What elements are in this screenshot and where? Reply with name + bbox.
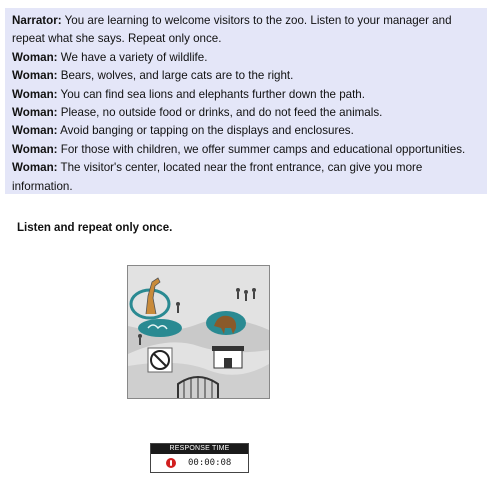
no-food-icon — [148, 348, 172, 372]
zoo-illustration — [127, 265, 270, 399]
speaker-label: Woman: — [12, 69, 58, 83]
line-text: We have a variety of wildlife. — [57, 50, 208, 64]
timer-value: 00:00:08 — [188, 458, 232, 468]
speaker-label: Woman: — [12, 142, 58, 156]
elephant-icon — [206, 311, 246, 335]
transcript-line-7 — [12, 159, 480, 196]
speaker-label: Woman: — [12, 106, 58, 120]
transcript-line-0 — [12, 12, 480, 49]
transcript-line-2 — [12, 67, 480, 85]
transcript-line-3 — [12, 86, 480, 104]
stop-icon[interactable] — [166, 458, 176, 468]
visitor-center-icon — [212, 346, 244, 368]
speaker-label: Woman: — [12, 161, 58, 175]
speaker-label: Woman: — [12, 124, 58, 138]
response-time-label: RESPONSE TIME — [151, 444, 248, 454]
line-text: Bears, wolves, and large cats are to the right. — [57, 69, 294, 83]
line-text: The visitor's center, located near the front entrance, can give you more information. — [12, 161, 423, 193]
speaker-label: Woman: — [12, 50, 58, 64]
transcript-panel — [5, 8, 487, 194]
line-text: For those with children, we offer summer camps and educational opportunities. — [57, 142, 466, 156]
speaker-label: Narrator: — [12, 14, 62, 27]
line-text: Please, no outside food or drinks, and do not feed the animals. — [57, 106, 383, 120]
transcript-line-6 — [12, 141, 480, 159]
sea-lion-icon — [138, 319, 182, 337]
transcript-line-5 — [12, 122, 480, 140]
transcript-line-4 — [12, 104, 480, 122]
speaker-label: Woman: — [12, 87, 58, 101]
response-timer — [150, 443, 249, 473]
line-text: You can find sea lions and elephants further down the path. — [57, 87, 365, 101]
line-text: You are learning to welcome visitors to the zoo. Listen to your manager and repeat what she says. Repeat only once. — [12, 14, 452, 46]
transcript-line-1 — [12, 49, 480, 67]
instruction-text: Listen and repeat only once. — [17, 222, 173, 234]
line-text: Avoid banging or tapping on the displays and enclosures. — [57, 124, 354, 138]
